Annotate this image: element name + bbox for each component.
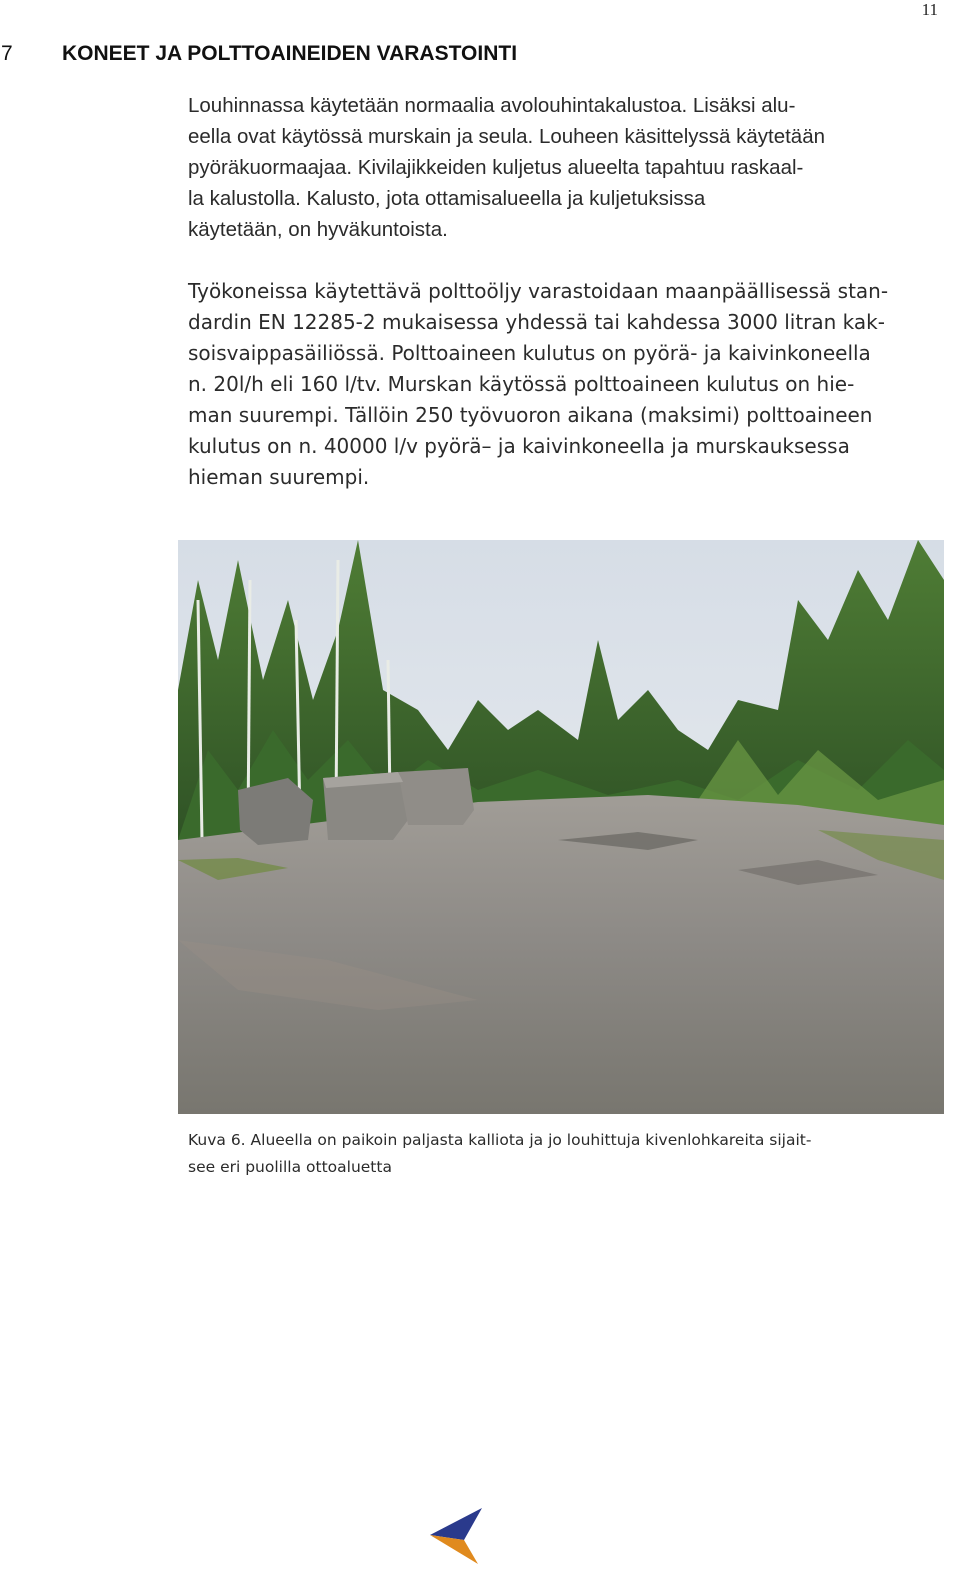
text-line: Louhinnassa käytetään normaalia avolouhintakalustoa. Lisäksi alu- bbox=[188, 94, 796, 117]
text-line: kulutus on n. 40000 l/v pyörä– ja kaivinkoneella ja murskauksessa bbox=[188, 434, 850, 458]
text-line: Työkoneissa käytettävä polttoöljy varastoidaan maanpäällisessä stan- bbox=[188, 279, 889, 303]
page-number: 11 bbox=[921, 0, 938, 19]
caption-line: Kuva 6. Alueella on paikoin paljasta kalliota ja jo louhittuja kivenlohkareita sijait- bbox=[188, 1131, 812, 1149]
paragraph-fuel-storage bbox=[188, 276, 948, 493]
text-line: man suurempi. Tällöin 250 työvuoron aikana (maksimi) polttoaineen bbox=[188, 403, 873, 427]
text-line: soisvaippasäiliössä. Polttoaineen kulutus on pyörä- ja kaivinkoneella bbox=[188, 341, 871, 365]
text-line: la kalustolla. Kalusto, jota ottamisalueella ja kuljetuksissa bbox=[188, 187, 706, 210]
text-line: käytetään, on hyväkuntoista. bbox=[188, 218, 448, 241]
section-title: KONEET JA POLTTOAINEIDEN VARASTOINTI bbox=[62, 42, 518, 65]
text-line: n. 20l/h eli 160 l/tv. Murskan käytössä polttoaineen kulutus on hie- bbox=[188, 372, 855, 396]
text-line: eella ovat käytössä murskain ja seula. Louheen käsittelyssä käytetään bbox=[188, 125, 826, 148]
text-line: pyöräkuormaajaa. Kivilajikkeiden kuljetus alueelta tapahtuu raskaal- bbox=[188, 156, 804, 179]
caption-line: see eri puolilla ottoaluetta bbox=[188, 1158, 392, 1176]
text-line: hieman suurempi. bbox=[188, 465, 370, 489]
company-logo bbox=[420, 1500, 490, 1570]
quarry-photo-illustration bbox=[178, 540, 944, 1114]
section-number: 7 bbox=[1, 42, 13, 65]
figure-caption bbox=[188, 1127, 948, 1181]
text-line: dardin EN 12285-2 mukaisessa yhdessä tai kahdessa 3000 litran kak- bbox=[188, 310, 885, 334]
quarry-photo bbox=[178, 540, 944, 1114]
paragraph-machinery bbox=[188, 90, 948, 245]
